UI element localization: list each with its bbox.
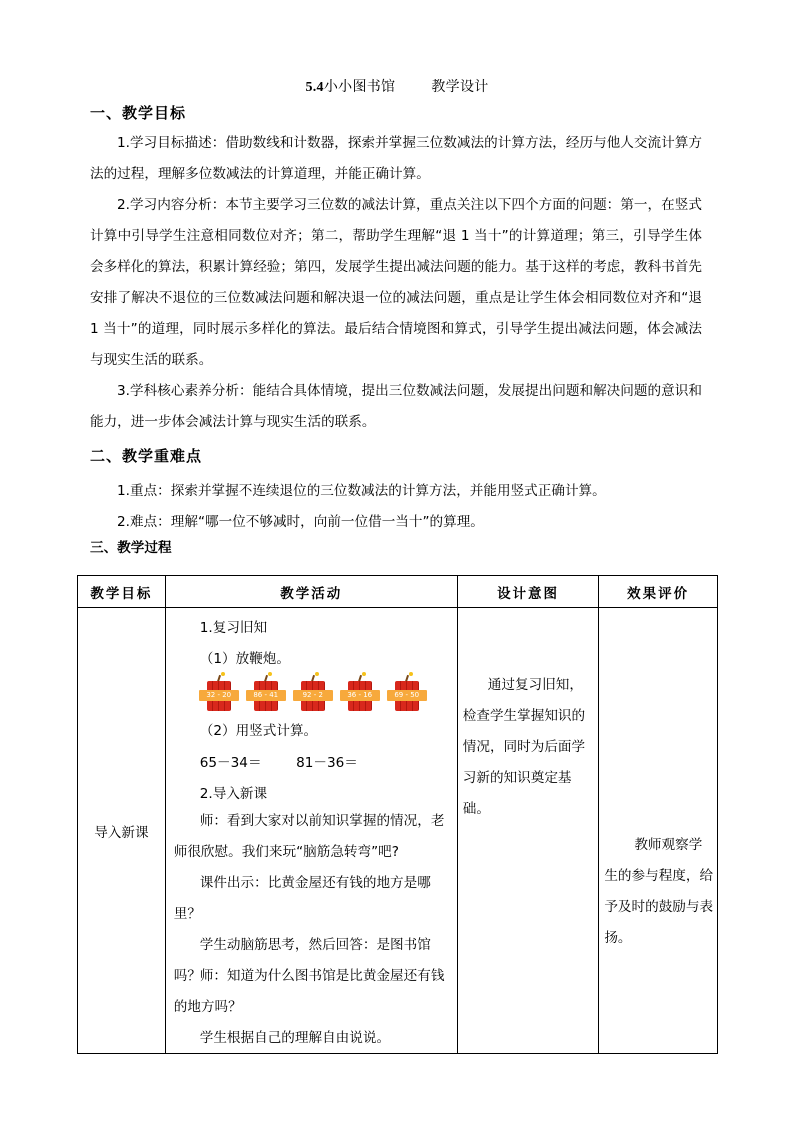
header-evaluation: 效果评价 bbox=[599, 576, 718, 608]
header-activity: 教学活动 bbox=[165, 576, 457, 608]
row-goal-cell bbox=[78, 608, 166, 1054]
vertical-calc-exprs: 65－34＝ 81－36＝ bbox=[199, 755, 358, 771]
firecracker-icon bbox=[392, 675, 422, 711]
table-header-row bbox=[78, 576, 718, 608]
goal-paragraph-2: 2.学习内容分析：本节主要学习三位数的减法计算，重点关注以下四个方面的问题：第一，在竖式计算中引导学生注意相同数位对齐；第二，帮助学生理解“退 1 当十”的计算道理；第三，引导学生体会多样化的算法，积累计算经验；第四，发展学生提出减法问题的能力。基于这样的考虑，教科书首先安排了解决不退位的三位数减法问题和解决退一位的减法问题，重点是让学生体会相同数位对齐和“退 1 当十”的道理，同时展示多样化的算法。最后结合情境图和算式，引导学生提出减法问题，体会减法与现实生活的联系。 bbox=[90, 197, 702, 368]
firecracker-label: 92 - 2 bbox=[293, 690, 333, 701]
student-line-1: 学生动脑筋思考，然后回答：是图书馆吗？ bbox=[173, 937, 431, 984]
row-activity-cell bbox=[165, 608, 457, 1054]
goal-paragraph-3: 3.学科核心素养分析：能结合具体情境，提出三位数减法问题，发展提出问题和解决问题的意识和能力，进一步体会减法计算与现实生活的联系。 bbox=[90, 383, 702, 430]
effect-evaluation: 教师观察学生的参与程度，给予及时的鼓励与表扬。 bbox=[604, 837, 714, 946]
teaching-process-table bbox=[77, 575, 718, 1054]
design-intent: 通过复习旧知，检查学生掌握知识的情况，同时为后面学习新的知识奠定基础。 bbox=[462, 677, 586, 817]
table-row bbox=[78, 608, 718, 1054]
firecracker-row bbox=[204, 675, 424, 713]
firecracker-icon bbox=[204, 675, 234, 711]
lesson-name: 小小图书馆 bbox=[323, 79, 396, 95]
goal-paragraph-1: 1.学习目标描述：借助数线和计数器，探索并掌握三位数减法的计算方法，经历与他人交流计算方法的过程，理解多位数减法的计算道理，并能正确计算。 bbox=[90, 135, 702, 182]
firecracker-label: 36 - 16 bbox=[340, 690, 380, 701]
title-suffix: 教学设计 bbox=[431, 79, 489, 95]
teacher-line-1: 师：看到大家对以前知识掌握的情况，老师很欣慰。我们来玩“脑筋急转弯”吧? bbox=[173, 813, 445, 860]
firecracker-icon bbox=[345, 675, 375, 711]
lesson-number: 5.4 bbox=[305, 80, 324, 95]
firecracker-icon bbox=[251, 675, 281, 711]
key-points-heading: 二、教学重难点 bbox=[90, 447, 203, 465]
student-line-2: 学生根据自己的理解自由说说。 bbox=[199, 1030, 391, 1046]
review-title: 1.复习旧知 bbox=[199, 620, 268, 636]
process-heading: 三、教学过程 bbox=[90, 540, 172, 556]
page-title bbox=[0, 76, 794, 96]
key-point-2: 2.难点：理解“哪一位不够减时，向前一位借一当十”的算理。 bbox=[117, 514, 484, 530]
firecracker-label: 86 - 41 bbox=[246, 690, 286, 701]
goals-heading: 一、教学目标 bbox=[90, 104, 187, 122]
firecracker-label: 69 - 50 bbox=[387, 690, 427, 701]
header-intent: 设计意图 bbox=[457, 576, 599, 608]
firecracker-icon bbox=[298, 675, 328, 711]
teacher-line-2: 师：知道为什么图书馆是比黄金屋还有钱的地方吗？ bbox=[173, 968, 445, 1015]
key-point-1: 1.重点：探索并掌握不连续退位的三位数减法的计算方法，并能用竖式正确计算。 bbox=[117, 483, 606, 499]
row-intent-cell bbox=[457, 608, 599, 1054]
row-evaluation-cell bbox=[599, 608, 718, 1054]
row-goal: 导入新课 bbox=[94, 824, 149, 841]
firecracker-title: （1）放鞭炮。 bbox=[199, 651, 290, 667]
intro-title: 2.导入新课 bbox=[199, 786, 268, 802]
header-goal: 教学目标 bbox=[78, 576, 166, 608]
courseware-line: 课件出示：比黄金屋还有钱的地方是哪里？ bbox=[173, 875, 431, 922]
firecracker-label: 32 - 20 bbox=[199, 690, 239, 701]
vertical-calc-title: （2）用竖式计算。 bbox=[199, 723, 318, 739]
